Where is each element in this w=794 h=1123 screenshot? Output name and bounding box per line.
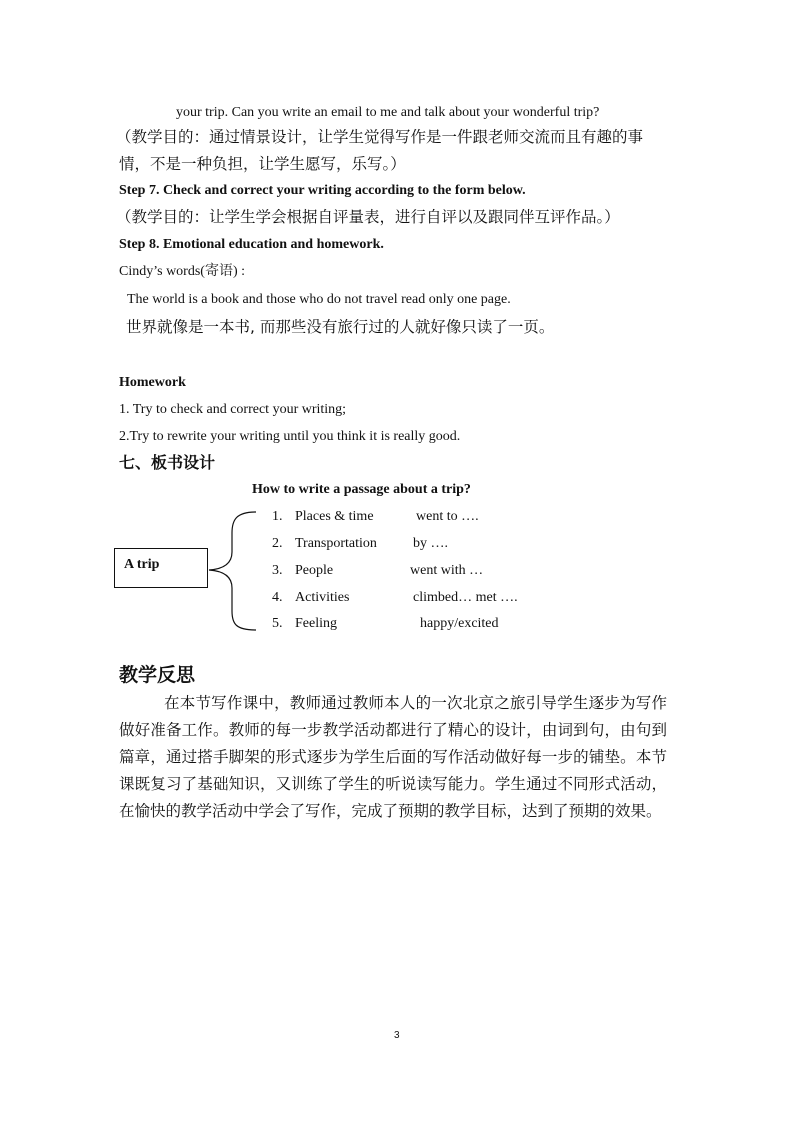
page-number: 3 <box>394 1030 400 1041</box>
board-row-label: Feeling <box>295 616 337 631</box>
quote-chinese: 世界就像是一本书, 而那些没有旅行过的人就好像只读了一页。 <box>126 318 555 336</box>
homework-title: Homework <box>119 375 186 390</box>
board-row-label: People <box>295 563 334 578</box>
board-row-label: Places & time <box>295 509 374 524</box>
board-row-number: 5. <box>272 616 283 631</box>
trip-box-label: A trip <box>124 557 160 572</box>
board-row-phrase: went with … <box>410 563 484 578</box>
reflection-heading: 教学反思 <box>119 664 196 686</box>
homework-item: 1. Try to check and correct your writing; <box>119 402 347 417</box>
step-8-heading: Step 8. Emotional education and homework. <box>119 237 384 252</box>
text-line: your trip. Can you write an email to me and talk about your wonderful trip? <box>176 105 600 120</box>
board-row-phrase: by …. <box>413 536 448 551</box>
step-7-heading: Step 7. Check and correct your writing according to the form below. <box>119 183 526 198</box>
cindy-words: Cindy’s words(寄语) : <box>119 264 245 279</box>
homework-item: 2.Try to rewrite your writing until you think it is really good. <box>119 429 461 444</box>
quote-english: The world is a book and those who do not travel read only one page. <box>127 292 511 307</box>
board-row-number: 4. <box>272 590 283 605</box>
brace-path <box>209 512 256 630</box>
board-title: How to write a passage about a trip? <box>252 482 471 497</box>
board-row-label: Transportation <box>295 536 377 551</box>
board-row-phrase: climbed… met …. <box>413 590 518 605</box>
board-row-phrase: went to …. <box>416 509 479 524</box>
text-line: （教学目的：让学生学会根据自评量表，进行自评以及跟同伴互评作品。） <box>116 208 620 226</box>
board-row-label: Activities <box>295 590 350 605</box>
board-row-number: 1. <box>272 509 283 524</box>
board-row-number: 2. <box>272 536 283 551</box>
reflection-body: 在本节写作课中，教师通过教师本人的一次北京之旅引导学生逐步为写作做好准备工作。教师的每一步教学活动都进行了精心的设计，由词到句，由句到篇章，通过搭手脚架的形式逐步为学生后面的写作活动做好每一步的铺垫。本节课既复习了基础知识，又训练了学生的听说读写能力。学生通过不同形式活动，在愉快的教学活动中学会了写作，完成了预期的教学目标，达到了预期的效果。 <box>119 694 667 820</box>
board-row-phrase: happy/excited <box>420 616 499 631</box>
text-line: 情，不是一种负担，让学生愿写，乐写。） <box>119 155 406 173</box>
board-row-number: 3. <box>272 563 283 578</box>
text-line: （教学目的：通过情景设计，让学生觉得写作是一件跟老师交流而且有趣的事 <box>116 128 644 146</box>
board-design-heading: 七、板书设计 <box>119 453 216 472</box>
